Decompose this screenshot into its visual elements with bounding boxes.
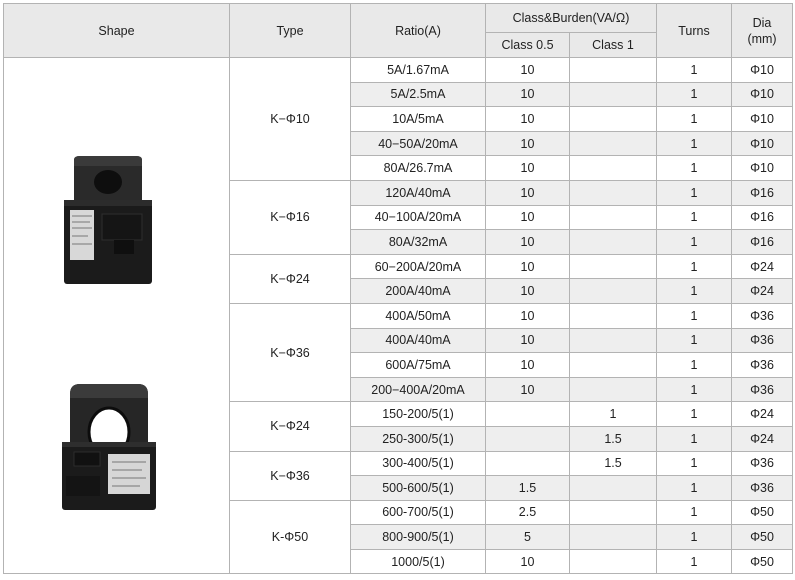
turns-cell: 1 [657,131,732,156]
dia-cell: Φ50 [732,500,793,525]
class1-cell [570,549,657,574]
class05-cell: 1.5 [486,476,570,501]
header-shape: Shape [4,4,230,58]
ratio-cell: 120A/40mA [351,180,486,205]
turns-cell: 1 [657,279,732,304]
class05-cell: 10 [486,107,570,132]
dia-cell: Φ10 [732,82,793,107]
class1-cell [570,279,657,304]
ratio-cell: 400A/50mA [351,303,486,328]
turns-cell: 1 [657,426,732,451]
dia-cell: Φ36 [732,476,793,501]
class1-cell [570,107,657,132]
ratio-cell: 40−100A/20mA [351,205,486,230]
turns-cell: 1 [657,451,732,476]
class1-cell [570,180,657,205]
class1-cell [570,156,657,181]
type-cell: K−Φ36 [230,303,351,401]
class05-cell: 10 [486,131,570,156]
turns-cell: 1 [657,525,732,550]
ratio-cell: 80A/32mA [351,230,486,255]
class05-cell: 10 [486,254,570,279]
ratio-cell: 800-900/5(1) [351,525,486,550]
ratio-cell: 40−50A/20mA [351,131,486,156]
class05-cell: 10 [486,279,570,304]
class05-cell: 10 [486,58,570,83]
class05-cell [486,426,570,451]
turns-cell: 1 [657,402,732,427]
dia-cell: Φ16 [732,205,793,230]
dia-cell: Φ16 [732,180,793,205]
class05-cell: 10 [486,377,570,402]
dia-cell: Φ50 [732,549,793,574]
dia-cell: Φ24 [732,426,793,451]
class05-cell [486,402,570,427]
split-core-ct-large-icon [60,384,158,512]
class05-cell: 10 [486,303,570,328]
class05-cell: 10 [486,549,570,574]
class05-cell: 10 [486,180,570,205]
class05-cell [486,451,570,476]
turns-cell: 1 [657,180,732,205]
header-dia: Dia (mm) [732,4,793,58]
type-cell: K-Φ50 [230,500,351,574]
turns-cell: 1 [657,205,732,230]
header-type: Type [230,4,351,58]
turns-cell: 1 [657,58,732,83]
dia-cell: Φ16 [732,230,793,255]
turns-cell: 1 [657,303,732,328]
header-class-burden: Class&Burden(VA/Ω) [486,4,657,33]
ratio-cell: 600A/75mA [351,353,486,378]
header-turns: Turns [657,4,732,58]
class1-cell [570,353,657,378]
type-cell: K−Φ16 [230,180,351,254]
class1-cell [570,230,657,255]
dia-cell: Φ24 [732,254,793,279]
class1-cell [570,328,657,353]
dia-cell: Φ50 [732,525,793,550]
dia-cell: Φ36 [732,377,793,402]
class05-cell: 10 [486,230,570,255]
dia-cell: Φ10 [732,58,793,83]
class1-cell: 1.5 [570,426,657,451]
class05-cell: 10 [486,328,570,353]
turns-cell: 1 [657,82,732,107]
type-cell: K−Φ36 [230,451,351,500]
dia-cell: Φ36 [732,353,793,378]
class05-cell: 10 [486,82,570,107]
turns-cell: 1 [657,254,732,279]
class05-cell: 5 [486,525,570,550]
class05-cell: 2.5 [486,500,570,525]
dia-cell: Φ10 [732,107,793,132]
ratio-cell: 500-600/5(1) [351,476,486,501]
turns-cell: 1 [657,328,732,353]
header-class-1: Class 1 [570,33,657,58]
class05-cell: 10 [486,156,570,181]
class1-cell [570,131,657,156]
ratio-cell: 1000/5(1) [351,549,486,574]
ratio-cell: 150-200/5(1) [351,402,486,427]
ratio-cell: 5A/2.5mA [351,82,486,107]
class1-cell: 1.5 [570,451,657,476]
class1-cell: 1 [570,402,657,427]
dia-cell: Φ36 [732,328,793,353]
class1-cell [570,205,657,230]
dia-cell: Φ36 [732,451,793,476]
product-images [4,59,229,573]
turns-cell: 1 [657,377,732,402]
split-core-ct-small-icon [62,156,154,286]
class1-cell [570,377,657,402]
ratio-cell: 250-300/5(1) [351,426,486,451]
spec-table [3,3,793,574]
dia-cell: Φ24 [732,279,793,304]
dia-cell: Φ10 [732,156,793,181]
class1-cell [570,254,657,279]
table-body [4,58,793,574]
class05-cell: 10 [486,353,570,378]
turns-cell: 1 [657,549,732,574]
turns-cell: 1 [657,476,732,501]
ratio-cell: 200A/40mA [351,279,486,304]
turns-cell: 1 [657,107,732,132]
turns-cell: 1 [657,500,732,525]
class1-cell [570,476,657,501]
class1-cell [570,525,657,550]
dia-cell: Φ36 [732,303,793,328]
header-ratio: Ratio(A) [351,4,486,58]
ratio-cell: 60−200A/20mA [351,254,486,279]
class05-cell: 10 [486,205,570,230]
ratio-cell: 400A/40mA [351,328,486,353]
table-row [4,58,793,83]
class1-cell [570,82,657,107]
turns-cell: 1 [657,156,732,181]
class1-cell [570,500,657,525]
class1-cell [570,303,657,328]
ratio-cell: 5A/1.67mA [351,58,486,83]
turns-cell: 1 [657,353,732,378]
ratio-cell: 10A/5mA [351,107,486,132]
shape-cell [4,58,230,574]
turns-cell: 1 [657,230,732,255]
type-cell: K−Φ24 [230,402,351,451]
type-cell: K−Φ10 [230,58,351,181]
dia-cell: Φ10 [732,131,793,156]
ratio-cell: 300-400/5(1) [351,451,486,476]
ratio-cell: 80A/26.7mA [351,156,486,181]
header-class-05: Class 0.5 [486,33,570,58]
ratio-cell: 200−400A/20mA [351,377,486,402]
ratio-cell: 600-700/5(1) [351,500,486,525]
class1-cell [570,58,657,83]
type-cell: K−Φ24 [230,254,351,303]
dia-cell: Φ24 [732,402,793,427]
